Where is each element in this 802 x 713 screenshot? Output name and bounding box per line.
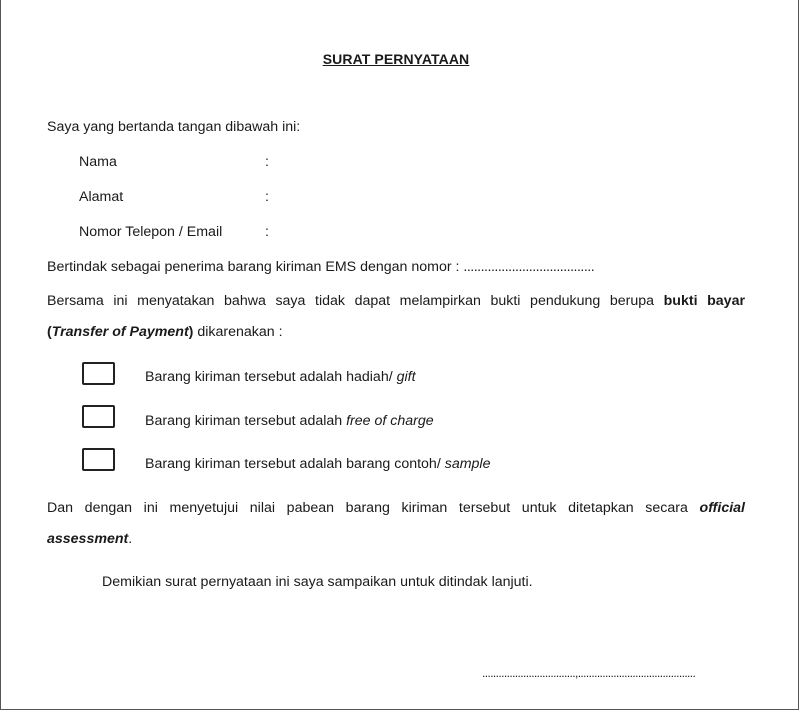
agreement-assessment: assessment: [47, 531, 129, 547]
recipient-line: [47, 258, 594, 276]
statement-line-1: [47, 292, 745, 310]
agreement-official: official: [699, 500, 745, 516]
checkbox-free-of-charge[interactable]: [82, 405, 115, 428]
field-label-address: Alamat: [79, 189, 124, 205]
option-gift-text: Barang kiriman tersebut adalah hadiah/: [145, 369, 397, 385]
option-free-of-charge: [145, 412, 434, 430]
option-free-text: Barang kiriman tersebut adalah: [145, 413, 347, 429]
agreement-text: Dan dengan ini menyetujui nilai pabean barang kiriman tersebut untuk ditetapkan secara: [47, 500, 700, 516]
statement-text: Bersama ini menyatakan bahwa saya tidak dapat melampirkan bukti pendukung berupa: [47, 293, 664, 309]
signature-place-date-line: ..................................,...........................................: [482, 666, 696, 680]
paren-close: ): [188, 324, 194, 340]
option-sample-italic: sample: [444, 456, 491, 472]
agreement-line-1: [47, 499, 745, 517]
checkbox-sample[interactable]: [82, 448, 115, 471]
field-label-name: Nama: [79, 154, 117, 170]
checkbox-gift[interactable]: [82, 362, 115, 385]
recipient-text: Bertindak sebagai penerima barang kiriman EMS dengan nomor :: [47, 259, 464, 275]
paren-open: (: [47, 324, 52, 340]
statement-suffix: dikarenakan :: [193, 324, 283, 340]
statement-line-2: [47, 323, 283, 341]
option-free-italic: free of charge: [346, 413, 434, 429]
field-colon-name: :: [265, 154, 269, 170]
option-gift-italic: gift: [396, 369, 416, 385]
option-sample: [145, 455, 490, 473]
statement-bold-term: bukti bayar: [663, 293, 745, 309]
field-colon-phone-email: :: [265, 224, 269, 240]
document-title: SURAT PERNYATAAN: [322, 51, 470, 67]
statement-italic-term: Transfer of Payment: [51, 324, 189, 340]
field-colon-address: :: [265, 189, 269, 205]
agreement-line-2: [47, 530, 132, 548]
closing-text: Demikian surat pernyataan ini saya sampaikan untuk ditindak lanjuti.: [102, 574, 533, 590]
intro-text: Saya yang bertanda tangan dibawah ini:: [47, 119, 301, 135]
option-gift: [145, 368, 416, 386]
field-label-phone-email: Nomor Telepon / Email: [79, 224, 223, 240]
recipient-number-blank: ......................................: [463, 259, 595, 275]
agreement-period: .: [128, 531, 133, 547]
option-sample-text: Barang kiriman tersebut adalah barang contoh/: [145, 456, 445, 472]
